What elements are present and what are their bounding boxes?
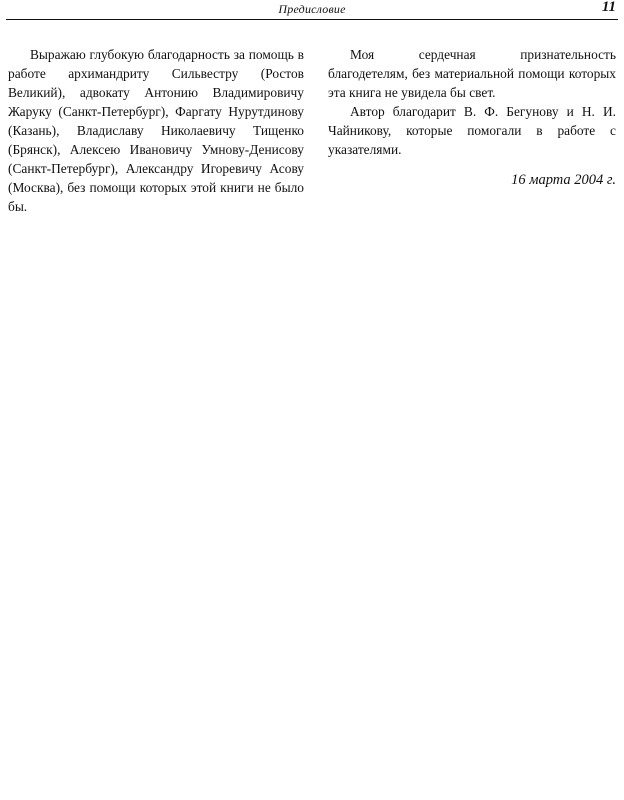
header-rule <box>6 19 618 20</box>
author-thanks-paragraph: Автор благодарит В. Ф. Бегунову и Н. И. Чайникову, которые помогали в работе с указателями. <box>328 104 616 157</box>
right-column <box>328 45 616 190</box>
running-head <box>6 0 618 18</box>
page-number: 11 <box>601 0 616 15</box>
acknowledgement-paragraph: Выражаю глубокую благодарность за помощь в работе архимандриту Сильвестру (Ростов Великий), адвокату Антонию Владимировичу Жаруку (Санкт-Петербург), Фаргату Нурутдинову (Казань), Владиславу Николаевичу Тищенко (Брянск), Алексею Ивановичу Умнову-Денисову (Санкт-Петербург), Александру Игоревичу Асову (Москва), без помощи которых этой книги не было бы. <box>8 47 304 214</box>
running-title: Предисловие <box>278 2 346 16</box>
date-line: 16 марта 2004 г. <box>511 172 616 188</box>
gratitude-paragraph: Моя сердечная признательность благодетелям, без материальной помощи которых эта книга не увидела бы свет. <box>328 47 616 100</box>
left-column <box>8 45 304 216</box>
